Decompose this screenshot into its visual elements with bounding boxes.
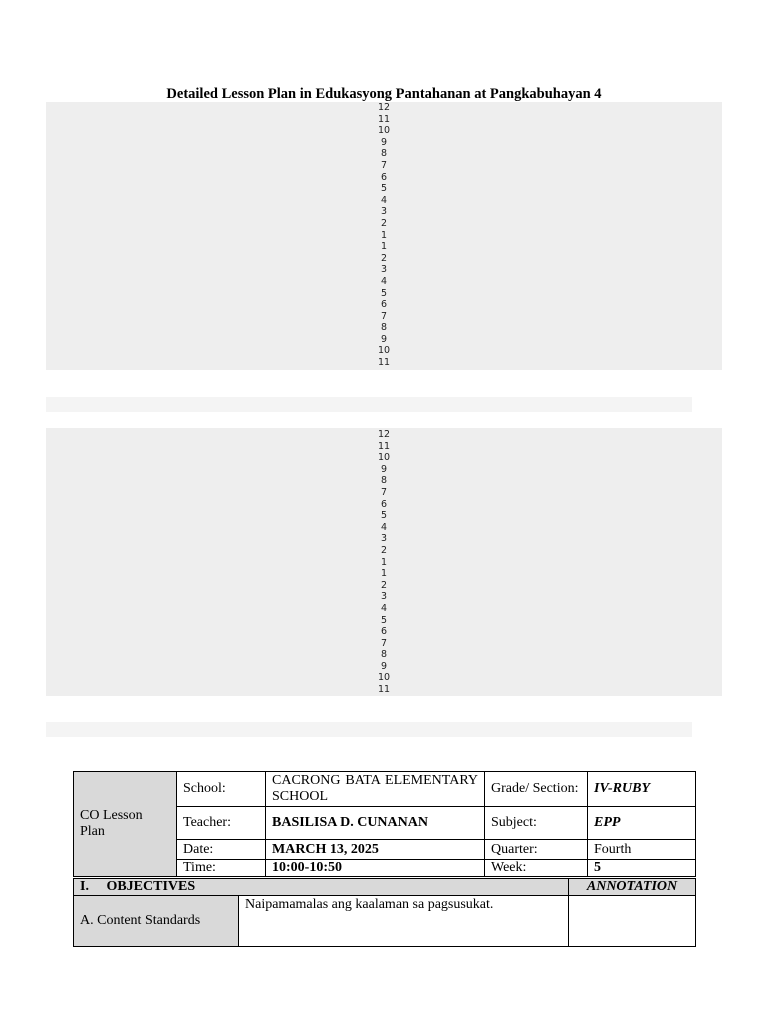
ruler-label: 11 <box>377 440 391 452</box>
ruler-label: 7 <box>380 637 388 649</box>
ruler-label: 7 <box>380 486 388 498</box>
ruler-label: 6 <box>380 171 388 183</box>
ruler-label: 5 <box>380 510 388 522</box>
ruler-label: 9 <box>380 660 388 672</box>
teacher-label: Teacher: <box>177 807 266 840</box>
ruler-label: 11 <box>377 357 391 369</box>
ruler-label: 9 <box>380 136 388 148</box>
ruler-label: 8 <box>380 148 388 160</box>
school-value: CACRONG BATA ELEMENTARY SCHOOL <box>266 772 485 807</box>
ruler-label: 6 <box>380 498 388 510</box>
ruler-label: 11 <box>377 684 391 696</box>
ruler-label: 5 <box>380 287 388 299</box>
ruler-label: 6 <box>380 299 388 311</box>
time-label: Time: <box>177 860 266 877</box>
date-value: MARCH 13, 2025 <box>266 840 485 860</box>
divider-strip-1 <box>46 397 692 412</box>
document-title: Detailed Lesson Plan in Edukasyong Pantahanan at Pangkabuhayan 4 <box>166 86 602 102</box>
vertical-ruler-2 <box>0 429 768 696</box>
ruler-label: 1 <box>380 568 388 580</box>
objectives-title: OBJECTIVES <box>106 879 196 894</box>
ruler-label: 8 <box>380 322 388 334</box>
objectives-header <box>74 879 569 896</box>
annotation-header: ANNOTATION <box>569 879 696 896</box>
ruler-label: 1 <box>380 241 388 253</box>
co-lesson-plan-label: CO Lesson Plan <box>74 772 177 877</box>
ruler-label: 4 <box>380 275 388 287</box>
ruler-label: 8 <box>380 649 388 661</box>
vertical-ruler-1 <box>0 102 768 369</box>
ruler-label: 3 <box>380 264 388 276</box>
content-standards-annotation <box>569 896 696 947</box>
ruler-label: 1 <box>380 229 388 241</box>
objectives-number: I. <box>80 879 89 894</box>
ruler-label: 11 <box>377 113 391 125</box>
ruler-label: 7 <box>380 310 388 322</box>
ruler-label: 6 <box>380 626 388 638</box>
ruler-label: 4 <box>380 602 388 614</box>
teacher-value: BASILISA D. CUNANAN <box>266 807 485 840</box>
grade-section-value: IV-RUBY <box>588 772 696 807</box>
ruler-label: 10 <box>377 345 391 357</box>
ruler-label: 5 <box>380 183 388 195</box>
ruler-label: 10 <box>377 452 391 464</box>
ruler-label: 10 <box>377 125 391 137</box>
ruler-label: 12 <box>377 102 391 113</box>
ruler-label: 3 <box>380 206 388 218</box>
school-label: School: <box>177 772 266 807</box>
grade-section-label: Grade/ Section: <box>485 772 588 807</box>
ruler-label: 8 <box>380 475 388 487</box>
lesson-header-table <box>73 771 696 877</box>
ruler-label: 9 <box>380 333 388 345</box>
divider-strip-2 <box>46 722 692 737</box>
ruler-label: 12 <box>377 429 391 440</box>
subject-label: Subject: <box>485 807 588 840</box>
subject-value: EPP <box>588 807 696 840</box>
content-standards-label: A. Content Standards <box>74 896 239 947</box>
ruler-label: 2 <box>380 217 388 229</box>
ruler-label: 10 <box>377 672 391 684</box>
objectives-table <box>73 878 696 947</box>
ruler-label: 2 <box>380 579 388 591</box>
ruler-label: 4 <box>380 194 388 206</box>
ruler-label: 9 <box>380 463 388 475</box>
ruler-label: 5 <box>380 614 388 626</box>
date-label: Date: <box>177 840 266 860</box>
ruler-label: 3 <box>380 591 388 603</box>
week-value: 5 <box>588 860 696 877</box>
week-label: Week: <box>485 860 588 877</box>
content-standards-value: Naipamamalas ang kaalaman sa pagsusukat. <box>239 896 569 947</box>
quarter-value: Fourth <box>588 840 696 860</box>
time-value: 10:00-10:50 <box>266 860 485 877</box>
ruler-label: 2 <box>380 544 388 556</box>
ruler-label: 1 <box>380 556 388 568</box>
ruler-label: 4 <box>380 521 388 533</box>
quarter-label: Quarter: <box>485 840 588 860</box>
ruler-label: 7 <box>380 159 388 171</box>
ruler-label: 2 <box>380 252 388 264</box>
ruler-label: 3 <box>380 533 388 545</box>
